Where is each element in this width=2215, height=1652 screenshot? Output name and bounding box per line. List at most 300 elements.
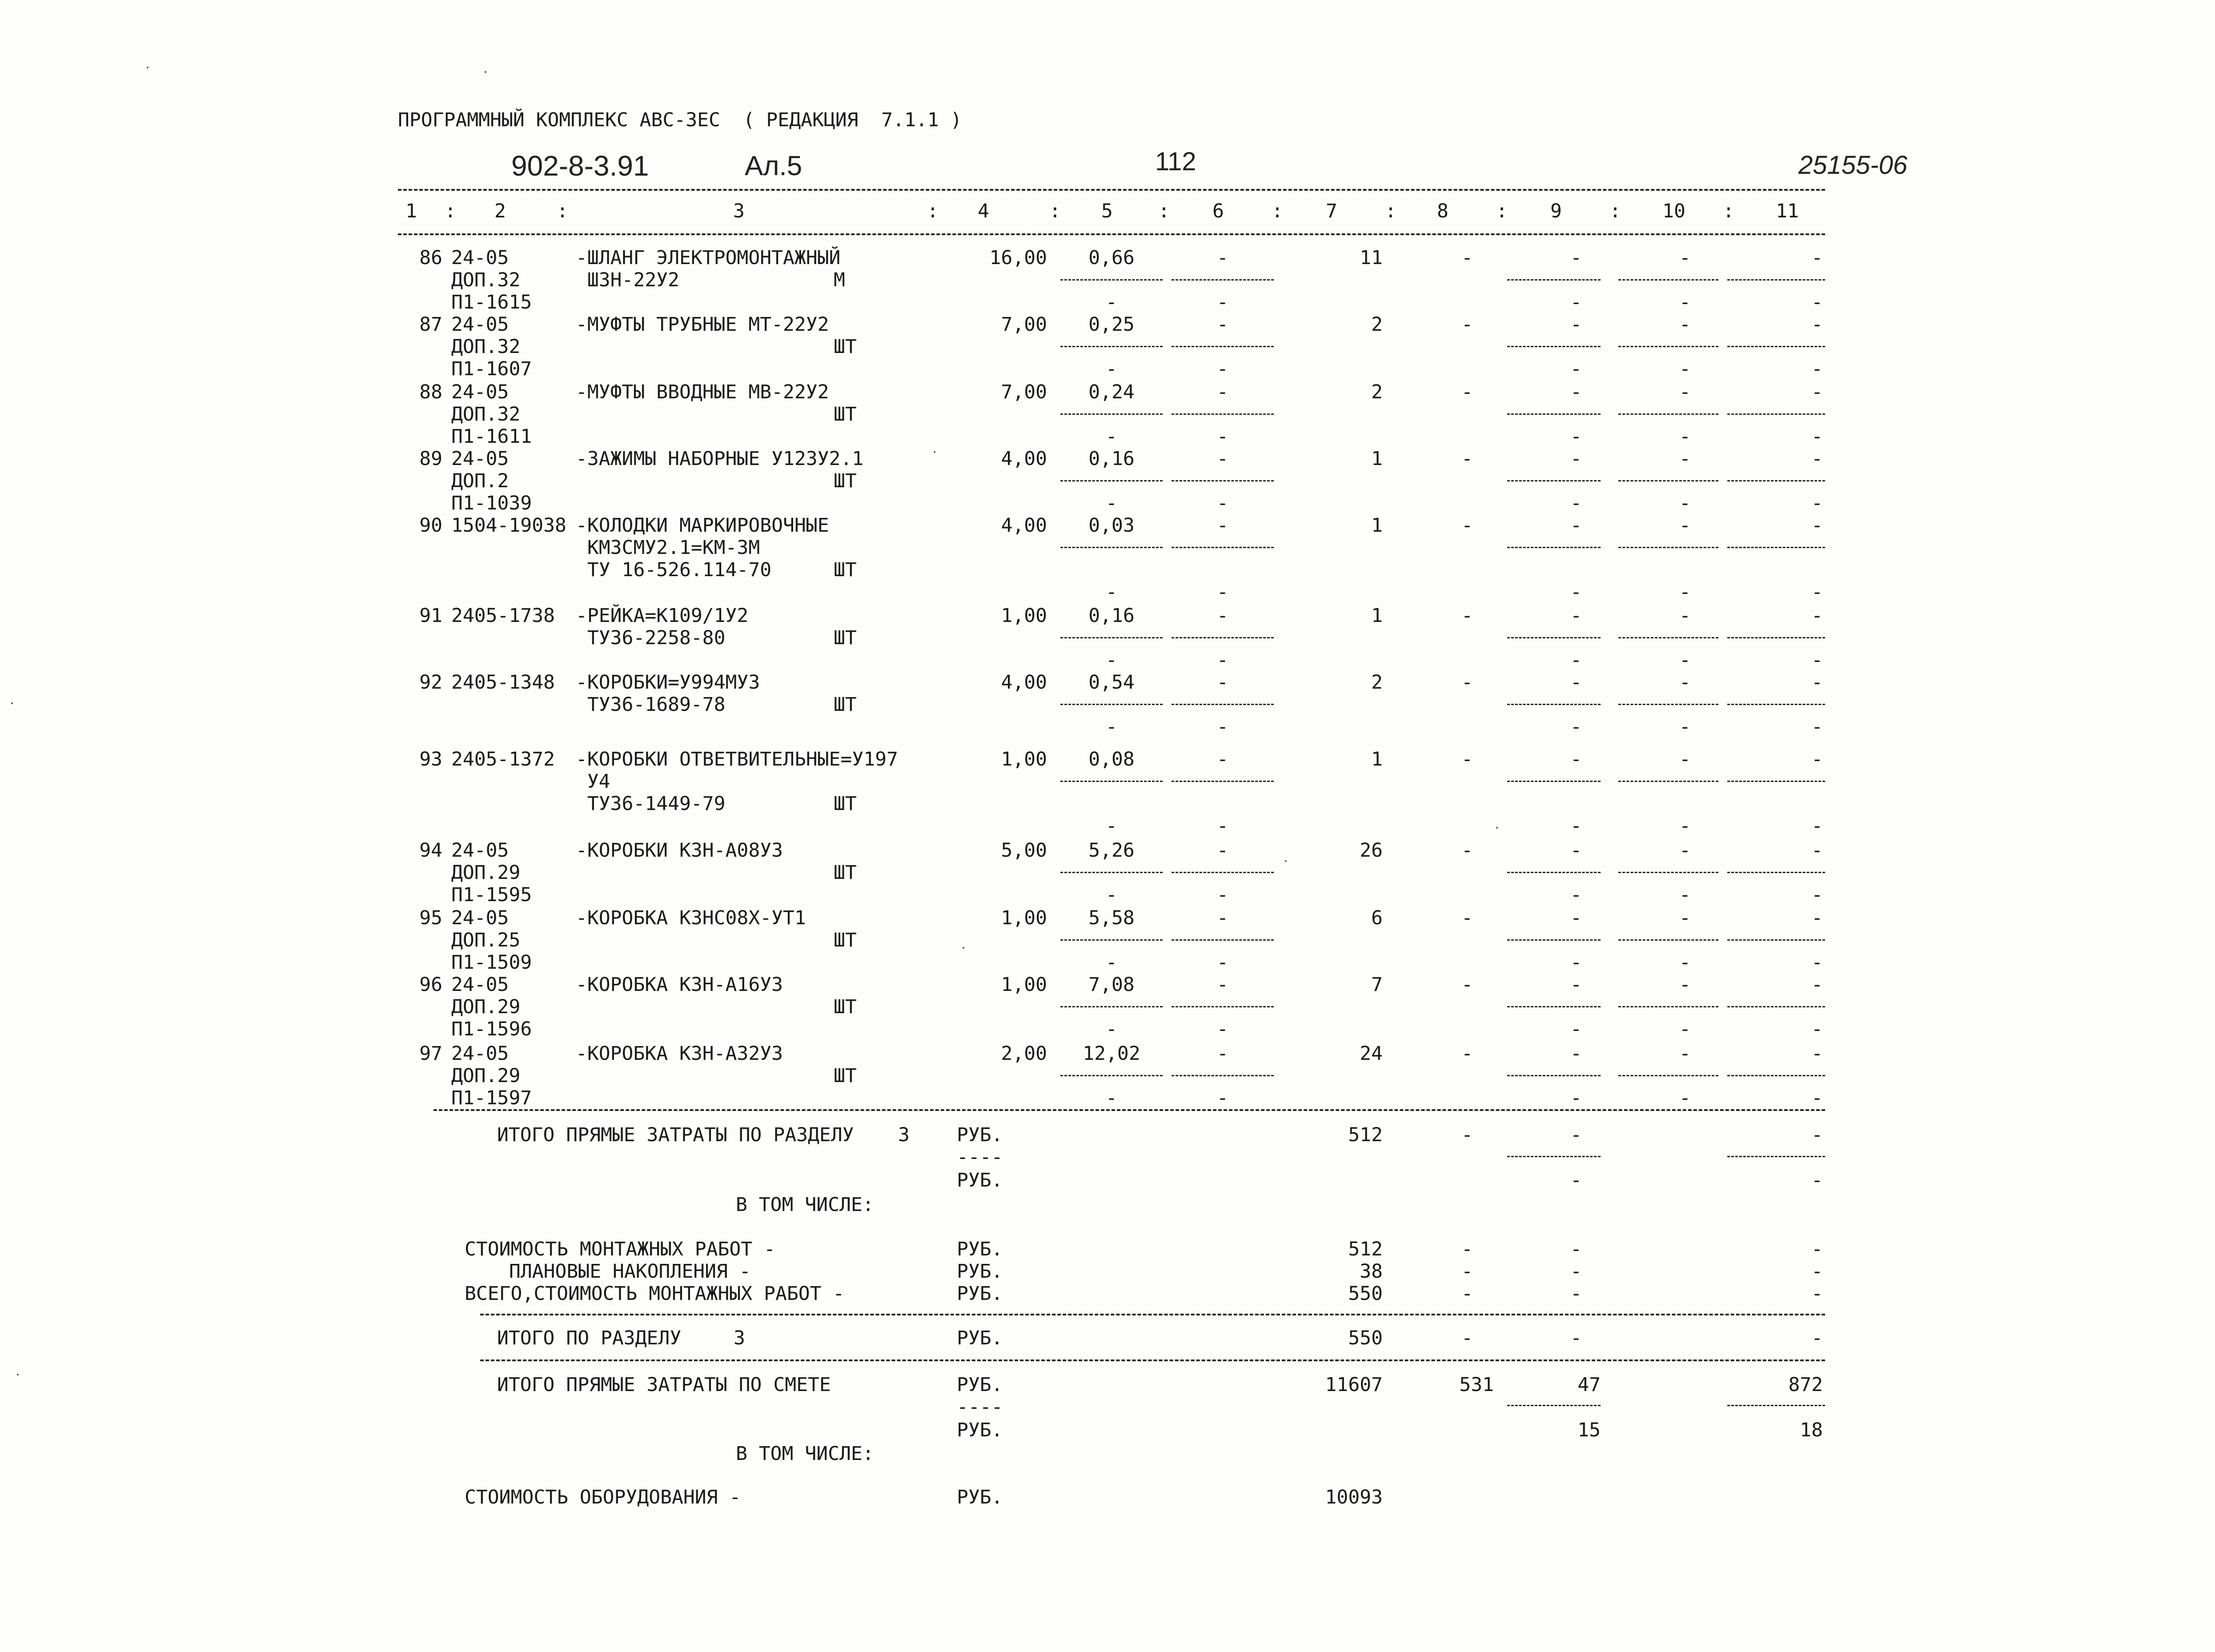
item-name: ТУ36-2258-80 (576, 627, 726, 649)
subtotal-rule (1727, 781, 1825, 782)
col10-value: - (1679, 1043, 1691, 1065)
total-value: 1 (1371, 748, 1383, 770)
column-header-1: 1 (405, 200, 417, 222)
unit-price: 5,58 (1088, 907, 1135, 929)
col11-value: - (1811, 1238, 1823, 1260)
col11-value: - (1811, 381, 1823, 403)
subtotal-rule (1727, 1405, 1825, 1406)
resource-code: 24-05 (451, 448, 509, 470)
column-header-10: 10 (1662, 200, 1685, 222)
subtotal-rule (1727, 346, 1825, 347)
subtotal-rule (1172, 1006, 1274, 1007)
unit-price: 0,03 (1088, 514, 1135, 537)
item-name: -ЗАЖИМЫ НАБОРНЫЕ У123У2.1 (576, 448, 864, 470)
unit-label: РУБ. (957, 1327, 1003, 1349)
col9-value: - (1570, 1124, 1582, 1146)
col8-value: - (1461, 313, 1473, 336)
subtotal-rule (1507, 346, 1601, 347)
column-header-7: 7 (1326, 200, 1337, 222)
subtotal-rule (1727, 637, 1825, 638)
col10-value: - (1679, 514, 1691, 537)
col9-value: - (1570, 1043, 1582, 1065)
col6-value: - (1217, 839, 1228, 862)
col10-value: - (1679, 974, 1691, 996)
subtotal-rule (1060, 781, 1163, 782)
item-name: -ШЛАНГ ЭЛЕКТРОМОНТАЖНЫЙ (576, 247, 841, 269)
col11-value: - (1811, 907, 1823, 929)
resource-code: 24-05 (451, 247, 509, 269)
column-separator: : (1496, 200, 1508, 222)
unit-price: 0,08 (1088, 748, 1135, 770)
col11-value: - (1811, 1260, 1823, 1283)
total-value: 11 (1360, 247, 1383, 269)
subtotal-rule (1060, 872, 1163, 873)
row-number: 93 (419, 748, 442, 770)
album-number: Ал.5 (745, 151, 803, 181)
resource-code: 24-05 (451, 313, 509, 336)
col10-value: - (1679, 605, 1691, 627)
unit-label: РУБ. (957, 1419, 1003, 1441)
row-number: 86 (419, 247, 442, 269)
col9-value: - (1570, 381, 1582, 403)
unit-price: 0,66 (1088, 247, 1135, 269)
col9-value: - (1570, 1327, 1582, 1349)
resource-code: П1-1509 (451, 951, 532, 974)
col8-value: - (1461, 671, 1473, 694)
subtotal-rule (1172, 637, 1274, 638)
unit-of-measure: ШТ (834, 793, 857, 815)
col9-subtotal: - (1570, 291, 1582, 313)
resource-code: ДОП.29 (451, 862, 521, 884)
subtotal-rule (1727, 872, 1825, 873)
row-number: 94 (419, 839, 442, 862)
total-value: 38 (1360, 1260, 1383, 1283)
subtotal-rule (1172, 872, 1274, 873)
col10-subtotal: - (1679, 649, 1691, 671)
column-header-4: 4 (978, 200, 989, 222)
col8-value: - (1461, 974, 1473, 996)
resource-code: П1-1039 (451, 492, 532, 514)
col5-subtotal: - (1106, 358, 1117, 380)
col6-value: - (1217, 671, 1228, 694)
subtotal-rule (1060, 637, 1163, 638)
quantity: 1,00 (1001, 605, 1047, 627)
subtotal-rule (1172, 547, 1274, 548)
col8-value: - (1461, 1283, 1473, 1305)
resource-code: П1-1597 (451, 1087, 532, 1109)
summary-label: СТОИМОСТЬ ОБОРУДОВАНИЯ - (465, 1486, 741, 1508)
total-value: 2 (1371, 381, 1383, 403)
total-value: 24 (1360, 1043, 1383, 1065)
unit-price: 0,16 (1088, 448, 1135, 470)
total-value: 26 (1360, 839, 1383, 862)
col6-subtotal: - (1217, 951, 1228, 974)
col6-subtotal: - (1217, 425, 1228, 448)
col9-subtotal: - (1570, 1087, 1582, 1109)
row-number: 92 (419, 671, 442, 694)
unit-of-measure: ШТ (834, 627, 857, 649)
unit-label: РУБ. (957, 1283, 1003, 1305)
col6-value: - (1217, 247, 1228, 269)
unit-price: 12,02 (1083, 1043, 1140, 1065)
subtotal-rule (1727, 1006, 1825, 1007)
col10-value: - (1679, 448, 1691, 470)
subtotal-rule (1507, 704, 1601, 705)
resource-code: П1-1611 (451, 425, 532, 448)
col10-value: - (1679, 907, 1691, 929)
col11-subtotal: - (1811, 649, 1823, 671)
col9-value: 15 (1577, 1419, 1601, 1441)
row-number: 90 (419, 514, 442, 537)
col5-subtotal: - (1106, 649, 1117, 671)
subtotal-rule (1618, 480, 1718, 481)
col9-subtotal: - (1570, 951, 1582, 974)
subtotal-rule (1172, 346, 1274, 347)
summary-label: ИТОГО ПРЯМЫЕ ЗАТРАТЫ ПО СМЕТЕ (497, 1374, 831, 1396)
item-name: -КОРОБКА КЗН-А16УЗ (576, 974, 783, 996)
scan-speck (934, 451, 935, 453)
col5-subtotal: - (1106, 425, 1117, 448)
col9-value: - (1570, 1260, 1582, 1283)
column-header-3: 3 (733, 200, 745, 222)
total-value: 512 (1348, 1238, 1383, 1260)
doc-code: 902-8-3.91 (511, 150, 649, 182)
unit-label: РУБ. (957, 1169, 1003, 1191)
resource-code: 1504-19038 (451, 514, 566, 537)
col8-value: - (1461, 1327, 1473, 1349)
scan-speck (963, 947, 964, 949)
quantity: 7,00 (1001, 313, 1047, 336)
unit-price: 0,24 (1088, 381, 1135, 403)
program-title: ПРОГРАММНЫЙ КОМПЛЕКС АВС-ЗЕС ( РЕДАКЦИЯ 7.1.1 ) (398, 109, 962, 131)
subtotal-rule (1507, 781, 1601, 782)
subtotal-rule (1727, 547, 1825, 548)
col11-subtotal: - (1811, 1018, 1823, 1040)
unit-label: РУБ. (957, 1486, 1003, 1508)
subtotal-rule (1507, 939, 1601, 941)
total-value: 550 (1348, 1283, 1383, 1305)
col8-value: - (1461, 605, 1473, 627)
item-name: -МУФТЫ ВВОДНЫЕ МВ-22У2 (576, 381, 829, 403)
total-value: 2 (1371, 671, 1383, 694)
column-separator: : (445, 200, 456, 222)
col6-subtotal: - (1217, 716, 1228, 738)
col8-value: - (1461, 839, 1473, 862)
item-name: -МУФТЫ ТРУБНЫЕ МТ-22У2 (576, 313, 829, 336)
col9-value: - (1570, 907, 1582, 929)
resource-code: П1-1615 (451, 291, 532, 313)
col8-value: - (1461, 1043, 1473, 1065)
total-value: 7 (1371, 974, 1383, 996)
col5-subtotal: - (1106, 815, 1117, 837)
col11-subtotal: - (1811, 291, 1823, 313)
scan-speck (17, 1374, 19, 1375)
col11-subtotal: - (1811, 815, 1823, 837)
col9-value: - (1570, 974, 1582, 996)
row-number: 96 (419, 974, 442, 996)
unit-price: 0,25 (1088, 313, 1135, 336)
col11-value: 18 (1800, 1419, 1823, 1441)
subtotal-rule (1172, 1075, 1274, 1076)
item-name: ШЗН-22У2 (576, 269, 679, 291)
col6-value: - (1217, 1043, 1228, 1065)
subtotal-rule (1060, 547, 1163, 548)
resource-code: 24-05 (451, 381, 509, 403)
unit-price: 5,26 (1088, 839, 1135, 862)
subtotal-rule (1727, 413, 1825, 415)
scan-speck (11, 702, 13, 704)
header-rule-bottom (398, 233, 1825, 235)
col9-value: - (1570, 313, 1582, 336)
col11-value: - (1811, 1169, 1823, 1191)
subtotal-rule (1172, 704, 1274, 705)
subtotal-rule (1618, 279, 1718, 281)
col5-subtotal: - (1106, 291, 1117, 313)
col11-value: - (1811, 247, 1823, 269)
scan-speck (147, 67, 148, 68)
subtotal-rule (1727, 1075, 1825, 1076)
col6-subtotal: - (1217, 1018, 1228, 1040)
column-header-5: 5 (1101, 200, 1113, 222)
unit-price: 0,54 (1088, 671, 1135, 694)
subtotal-rule (1618, 413, 1718, 415)
column-separator: : (1609, 200, 1621, 222)
column-separator: : (1158, 200, 1170, 222)
col11-subtotal: - (1811, 492, 1823, 514)
quantity: 2,00 (1001, 1043, 1047, 1065)
item-name: У4 (576, 770, 610, 793)
col6-value: - (1217, 448, 1228, 470)
col8-value: - (1461, 1238, 1473, 1260)
item-name: -РЕЙКА=К109/1У2 (576, 605, 749, 627)
col6-value: - (1217, 605, 1228, 627)
resource-code: 24-05 (451, 839, 509, 862)
summary-rule (480, 1314, 1825, 1315)
summary-label: ИТОГО ПО РАЗДЕЛУ (497, 1327, 682, 1349)
resource-code: 2405-1372 (451, 748, 555, 770)
summary-label: ВСЕГО,СТОИМОСТЬ МОНТАЖНЫХ РАБОТ - (465, 1283, 845, 1305)
col11-value: - (1811, 1327, 1823, 1349)
column-separator: : (557, 200, 568, 222)
column-header-6: 6 (1212, 200, 1224, 222)
unit-label: РУБ. (957, 1260, 1003, 1283)
subtotal-rule (1618, 547, 1718, 548)
unit-label: РУБ. (957, 1238, 1003, 1260)
resource-code: ДОП.29 (451, 1065, 521, 1087)
unit-label: РУБ. (957, 1124, 1003, 1146)
col9-subtotal: - (1570, 425, 1582, 448)
col9-value: - (1570, 247, 1582, 269)
col10-value: - (1679, 748, 1691, 770)
unit-of-measure: ШТ (834, 559, 857, 581)
col9-subtotal: - (1570, 358, 1582, 380)
col10-subtotal: - (1679, 358, 1691, 380)
unit-of-measure: ШТ (834, 336, 857, 358)
scan-speck (1285, 860, 1287, 862)
column-header-8: 8 (1437, 200, 1449, 222)
col6-value: - (1217, 748, 1228, 770)
col11-value: - (1811, 1124, 1823, 1146)
resource-code: ДОП.32 (451, 336, 521, 358)
col5-subtotal: - (1106, 884, 1117, 906)
subtotal-rule (1172, 413, 1274, 415)
item-name: -КОРОБКА КЗН-А32УЗ (576, 1043, 783, 1065)
subtotal-rule (1618, 781, 1718, 782)
col9-value: - (1570, 1238, 1582, 1260)
resource-code: П1-1596 (451, 1018, 532, 1040)
col6-value: - (1217, 974, 1228, 996)
quantity: 4,00 (1001, 514, 1047, 537)
item-name: ТУ36-1449-79 (576, 793, 726, 815)
unit-separator: ---- (957, 1396, 1003, 1418)
col5-subtotal: - (1106, 581, 1117, 603)
col6-subtotal: - (1217, 581, 1228, 603)
total-value: 1 (1371, 605, 1383, 627)
col11-value: - (1811, 748, 1823, 770)
total-value: 1 (1371, 514, 1383, 537)
col8-value: - (1461, 381, 1473, 403)
col11-subtotal: - (1811, 951, 1823, 974)
section-number: 3 (734, 1327, 745, 1349)
col8-value: 531 (1459, 1374, 1494, 1396)
column-separator: : (1385, 200, 1396, 222)
subtotal-rule (1507, 413, 1601, 415)
col9-value: 47 (1577, 1374, 1601, 1396)
scan-speck (485, 71, 486, 73)
item-name: -КОЛОДКИ МАРКИРОВОЧНЫЕ (576, 514, 829, 537)
col9-subtotal: - (1570, 649, 1582, 671)
subtotal-rule (1060, 1006, 1163, 1007)
subtotal-rule (1507, 1405, 1601, 1406)
col5-subtotal: - (1106, 951, 1117, 974)
col9-subtotal: - (1570, 884, 1582, 906)
col6-value: - (1217, 907, 1228, 929)
resource-code: 24-05 (451, 907, 509, 929)
column-header-9: 9 (1550, 200, 1562, 222)
col8-value: - (1461, 1124, 1473, 1146)
item-name: -КОРОБКИ КЗН-А08УЗ (576, 839, 783, 862)
quantity: 5,00 (1001, 839, 1047, 862)
col9-value: - (1570, 605, 1582, 627)
column-separator: : (1723, 200, 1734, 222)
col11-subtotal: - (1811, 358, 1823, 380)
subtotal-rule (1727, 704, 1825, 705)
col11-value: - (1811, 448, 1823, 470)
scan-speck (1496, 827, 1498, 829)
resource-code: ДОП.32 (451, 269, 521, 291)
col11-value: - (1811, 839, 1823, 862)
column-separator: : (1272, 200, 1283, 222)
resource-code: ДОП.32 (451, 403, 521, 425)
col9-subtotal: - (1570, 716, 1582, 738)
total-value: 6 (1371, 907, 1383, 929)
col9-value: - (1570, 839, 1582, 862)
subtotal-rule (1507, 637, 1601, 638)
col10-subtotal: - (1679, 1018, 1691, 1040)
col9-value: - (1570, 1169, 1582, 1191)
col6-subtotal: - (1217, 358, 1228, 380)
archive-number: 25155-06 (1798, 151, 1908, 180)
col11-value: - (1811, 1283, 1823, 1305)
col8-value: - (1461, 514, 1473, 537)
unit-of-measure: ШТ (834, 694, 857, 716)
subtotal-rule (1507, 1006, 1601, 1007)
col5-subtotal: - (1106, 716, 1117, 738)
col6-subtotal: - (1217, 1087, 1228, 1109)
subtotal-rule (1507, 279, 1601, 281)
subtotal-rule (1060, 346, 1163, 347)
unit-of-measure: ШТ (834, 403, 857, 425)
col9-subtotal: - (1570, 1018, 1582, 1040)
col9-subtotal: - (1570, 492, 1582, 514)
col10-subtotal: - (1679, 716, 1691, 738)
summary-label: ПЛАНОВЫЕ НАКОПЛЕНИЯ - (509, 1260, 751, 1283)
col10-value: - (1679, 839, 1691, 862)
items-end-rule (433, 1109, 1825, 1111)
resource-code: П1-1607 (451, 358, 532, 380)
col5-subtotal: - (1106, 492, 1117, 514)
col8-value: - (1461, 1260, 1473, 1283)
item-name: -КОРОБКИ=У994МУЗ (576, 671, 760, 694)
col11-subtotal: - (1811, 581, 1823, 603)
col5-subtotal: - (1106, 1087, 1117, 1109)
column-header-11: 11 (1776, 200, 1799, 222)
quantity: 1,00 (1001, 748, 1047, 770)
subtotal-rule (1618, 872, 1718, 873)
col11-value: - (1811, 313, 1823, 336)
col6-subtotal: - (1217, 884, 1228, 906)
unit-of-measure: М (834, 269, 845, 291)
col9-value: - (1570, 514, 1582, 537)
row-number: 97 (419, 1043, 442, 1065)
subtotal-rule (1060, 939, 1163, 941)
col6-value: - (1217, 514, 1228, 537)
total-value: 2 (1371, 313, 1383, 336)
col9-subtotal: - (1570, 815, 1582, 837)
col10-subtotal: - (1679, 951, 1691, 974)
col11-value: - (1811, 1043, 1823, 1065)
col10-value: - (1679, 671, 1691, 694)
subtotal-rule (1172, 279, 1274, 281)
col9-value: - (1570, 1283, 1582, 1305)
quantity: 1,00 (1001, 907, 1047, 929)
quantity: 4,00 (1001, 448, 1047, 470)
item-name: ТУ36-1689-78 (576, 694, 726, 716)
col6-value: - (1217, 313, 1228, 336)
resource-code: 24-05 (451, 974, 509, 996)
item-name: -КОРОБКА КЗНС08Х-УТ1 (576, 907, 806, 929)
unit-separator: ---- (957, 1146, 1003, 1168)
header-rule-top (398, 189, 1825, 191)
total-value: 550 (1348, 1327, 1383, 1349)
col9-value: - (1570, 671, 1582, 694)
subtotal-rule (1618, 346, 1718, 347)
unit-of-measure: ШТ (834, 1065, 857, 1087)
col11-value: - (1811, 514, 1823, 537)
col5-subtotal: - (1106, 1018, 1117, 1040)
unit-price: 0,16 (1088, 605, 1135, 627)
col11-subtotal: - (1811, 716, 1823, 738)
col10-subtotal: - (1679, 581, 1691, 603)
subtotal-rule (1727, 1156, 1825, 1157)
resource-code: 24-05 (451, 1043, 509, 1065)
resource-code: 2405-1348 (451, 671, 555, 694)
unit-label: РУБ. (957, 1374, 1003, 1396)
unit-price: 7,08 (1088, 974, 1135, 996)
subtotal-rule (1618, 939, 1718, 941)
col6-subtotal: - (1217, 649, 1228, 671)
col10-subtotal: - (1679, 492, 1691, 514)
